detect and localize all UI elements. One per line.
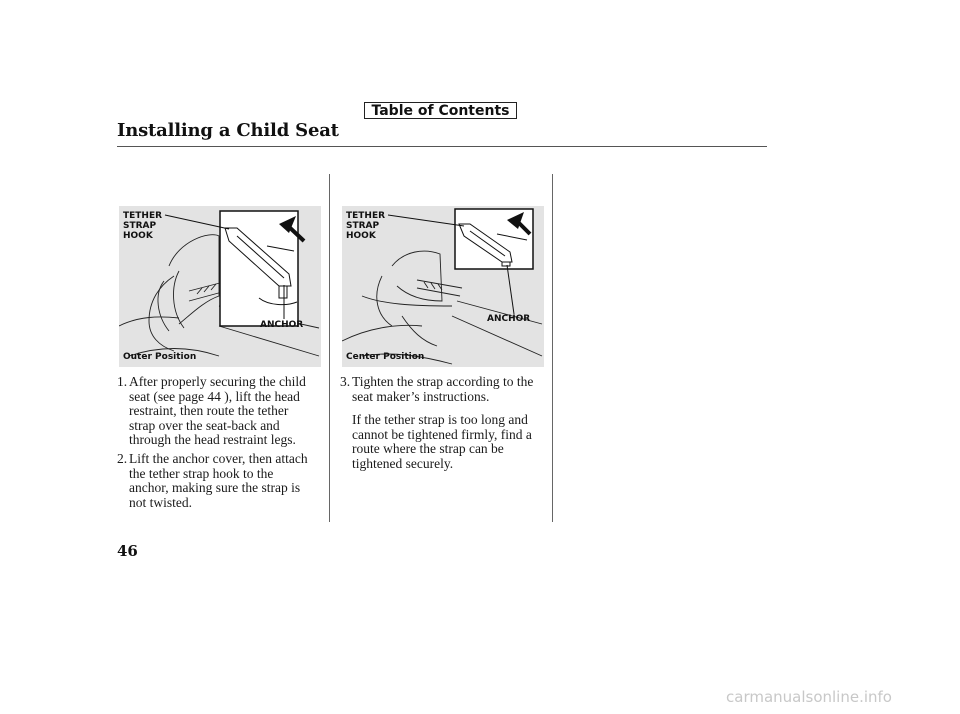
title-divider xyxy=(117,146,767,147)
step-1-number: 1. xyxy=(117,374,128,389)
step-2-text: Lift the anchor cover, then attach the tether strap hook to the anchor, making sure the strap is not twisted. xyxy=(129,451,308,510)
watermark: carmanualsonline.info xyxy=(726,688,892,706)
step-3-note: If the tether strap is too long and cannot be tightened firmly, find a route where the strap can be tightened securely. xyxy=(352,412,532,471)
center-position-illustration xyxy=(342,206,544,367)
anchor-label-left: ANCHOR xyxy=(260,320,304,330)
column-divider-right xyxy=(552,174,553,522)
step-2 xyxy=(117,452,327,514)
outer-position-caption: Outer Position xyxy=(123,352,197,362)
page-title: Installing a Child Seat xyxy=(117,120,339,141)
anchor-label-right: ANCHOR xyxy=(487,314,531,324)
outer-position-illustration xyxy=(119,206,321,367)
step-3 xyxy=(340,375,552,407)
column-divider-center xyxy=(329,174,330,522)
step-3-number: 3. xyxy=(340,374,351,389)
step-2-number: 2. xyxy=(117,451,128,466)
step-3-text: Tighten the strap according to the seat maker’s instructions. xyxy=(352,374,534,404)
step-1 xyxy=(117,375,327,450)
tether-strap-hook-label-right: TETHER STRAP HOOK xyxy=(346,211,386,241)
step-1-text: After properly securing the child seat (see page 44 ), lift the head restraint, then route the tether strap over the seat-back and through the head restraint legs. xyxy=(129,374,306,447)
center-position-caption: Center Position xyxy=(346,352,425,362)
tether-strap-hook-label-left: TETHER STRAP HOOK xyxy=(123,211,163,241)
table-of-contents-button[interactable]: Table of Contents xyxy=(364,102,517,119)
page-number: 46 xyxy=(117,542,138,560)
